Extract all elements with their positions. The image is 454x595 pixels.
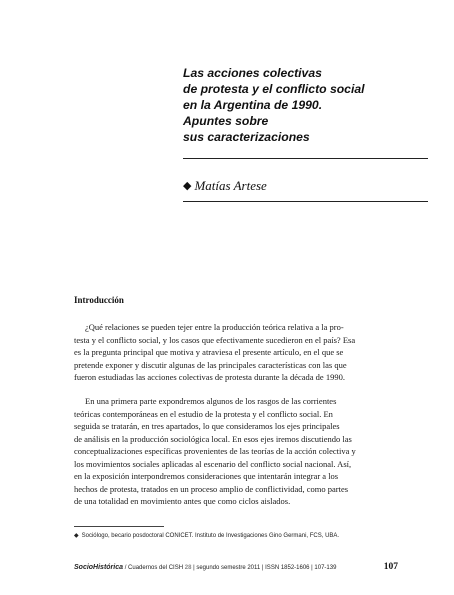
journal-name: SocioHistórica [74,564,124,571]
issue-details: | segundo semestre 2011 | ISSN 1852-1606 | 107-139 [193,565,337,571]
section-heading: Introducción [74,295,124,305]
text-line: es la pregunta principal que motiva y atraviesa el presente artículo, en el que se [74,347,344,358]
text-line: En una primera parte expondremos algunos de los rasgos de las corrientes [85,396,337,406]
text-line: conceptualizaciones específicas provenientes de las teorías de la acción colectiva y [74,446,356,457]
title-line: Las acciones colectivas [183,66,322,80]
footnote-divider [74,526,164,527]
text-line: de una totalidad en movimiento antes que como ciclos aislados. [74,496,291,507]
footnote-text: Sociólogo, becario posdoctoral CONICET. Instituto de Investigaciones Gino Germani, FCS, UBA. [81,533,340,539]
title-line: de protesta y el conflicto social [183,82,365,96]
page-number: 107 [383,562,398,572]
author-line [183,178,267,194]
author-divider [183,201,428,202]
text-line: testa y el conflicto social, y los casos que efectivamente sucedieron en el país? Esa [74,334,356,345]
journal-series: / Cuadernos del CISH [124,565,184,571]
text-line: hechos de protesta, tratados en un proceso amplio de conflictividad, como partes [74,483,349,494]
paragraph-2 [74,395,398,508]
issue-number: 28 [184,565,192,571]
title-line: Apuntes sobre [183,114,269,128]
text-line: los movimientos sociales aplicadas al escenario del conflicto social nacional. Así, [74,458,352,469]
text-line: fueron estudiadas las acciones colectivas de protesta durante la década de 1990. [74,372,345,383]
text-line: pretende exponer y discutir algunas de las principales características con las que [74,359,347,370]
diamond-icon: ◆ [183,180,192,192]
text-line: teóricas contemporáneas en el estudio de la protesta y el conflicto social. En [74,408,333,419]
text-line: de análisis en la producción sociológica local. En esos ejes iremos discutiendo las [74,433,352,444]
author-name: Matías Artese [194,178,267,193]
running-footer [74,564,398,576]
paragraph-1 [74,321,398,384]
title-divider [183,158,428,159]
title-line: en la Argentina de 1990. [183,98,323,112]
title-line: sus caracterizaciones [183,130,310,144]
text-line: en la exposición interpondremos consideraciones que intentarán integrar a los [74,471,339,482]
diamond-icon: ◆ [74,533,79,539]
article-title [183,65,423,145]
text-line: seguida se tratarán, en tres apartados, lo que consideramos los ejes principales [74,421,340,432]
footnote [74,532,404,539]
text-line: ¿Qué relaciones se pueden tejer entre la producción teórica relativa a la pro- [85,322,344,332]
